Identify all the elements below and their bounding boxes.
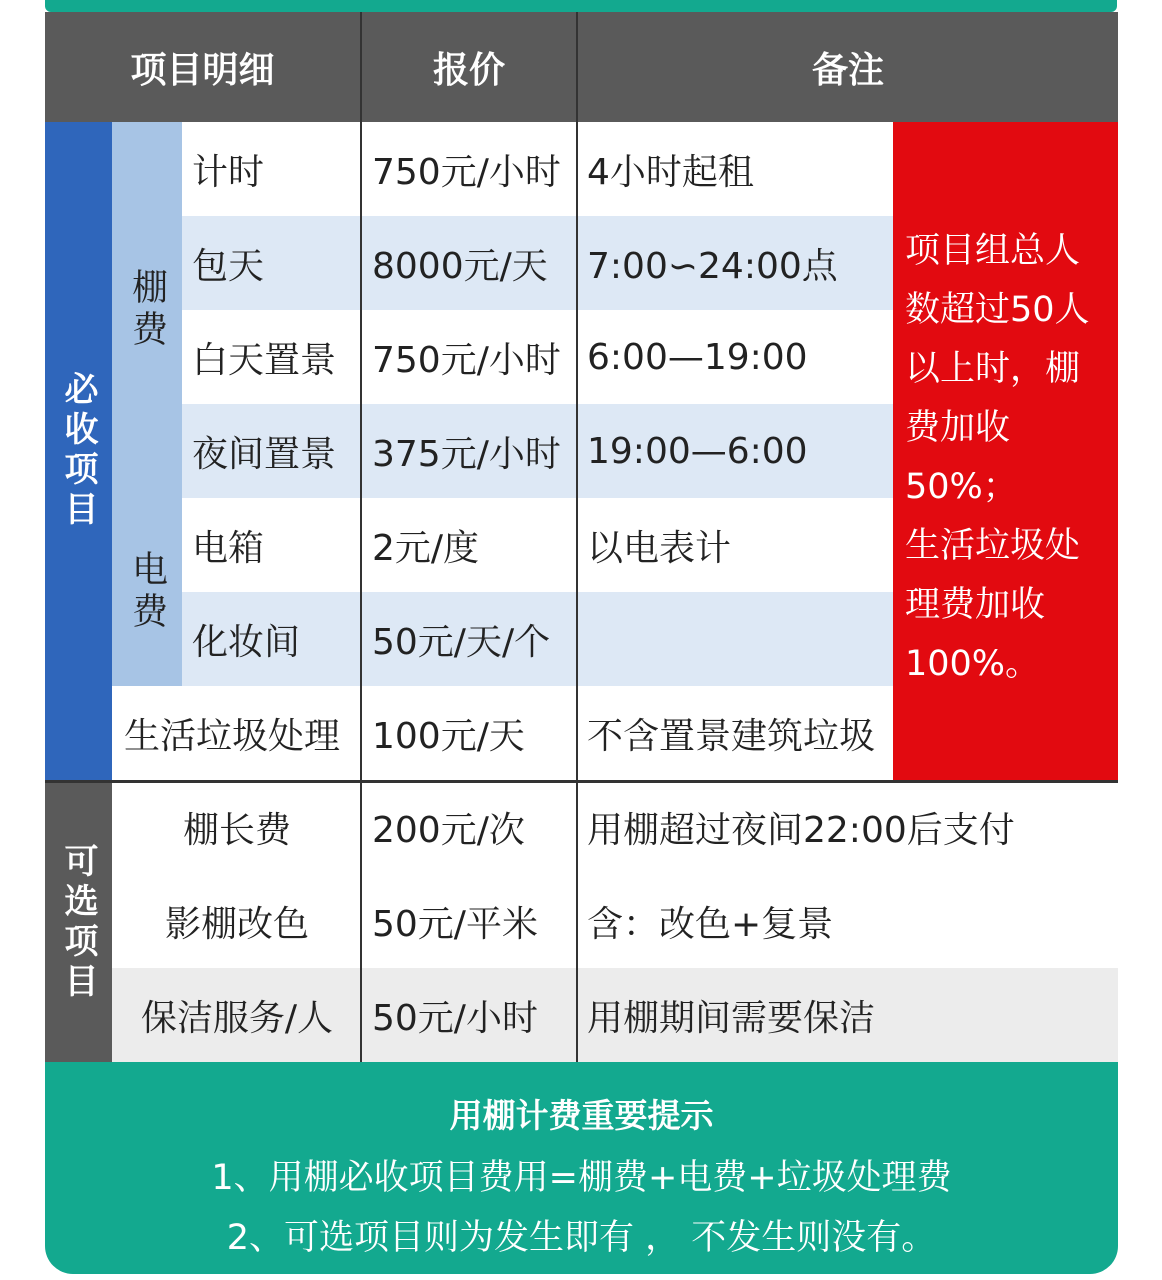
- item-cell: 生活垃圾处理: [124, 715, 341, 757]
- price-table: [45, 12, 1118, 1062]
- top-accent-bar: [45, 0, 1117, 12]
- note-cell: 用棚超过夜间22:00后支付: [587, 809, 1015, 851]
- header-note: 备注: [578, 12, 1118, 122]
- required-section-label: 必收项目: [45, 122, 112, 780]
- header-item: 项目明细: [45, 12, 360, 122]
- note-cell: 6:00—19:00: [587, 336, 808, 378]
- item-cell: 白天置景: [192, 339, 337, 381]
- price-cell: 750元/小时: [372, 339, 561, 381]
- surcharge-note: [893, 122, 1118, 780]
- price-cell: 50元/天/个: [372, 621, 551, 663]
- item-cell: 夜间置景: [192, 433, 337, 475]
- group-power-fee: 电费: [112, 498, 182, 686]
- item-cell: 化妆间: [192, 621, 301, 663]
- column-divider: [576, 12, 578, 1062]
- tips-title: 用棚计费重要提示: [449, 1096, 714, 1135]
- price-cell: 8000元/天: [372, 245, 548, 287]
- price-cell: 50元/平米: [372, 903, 538, 945]
- surcharge-note-text: 项目组总人 数超过50人 以上时，棚 费加收 50%； 生活垃圾处 理费加收 100%。: [905, 231, 1090, 684]
- note-cell: 用棚期间需要保洁: [587, 997, 876, 1039]
- note-cell: 19:00—6:00: [587, 430, 808, 472]
- price-cell: 50元/小时: [372, 997, 538, 1039]
- item-cell: 保洁服务/人: [140, 997, 334, 1039]
- header-price: 报价: [362, 12, 576, 122]
- item-cell: 电箱: [192, 527, 265, 569]
- tip-line-1: 1、用棚必收项目费用=棚费+电费+垃圾处理费: [211, 1158, 952, 1198]
- note-cell: 不含置景建筑垃圾: [587, 715, 876, 757]
- tip-line-2: 2、可选项目则为发生即有 ， 不发生则没有。: [226, 1218, 937, 1258]
- item-cell: 包天: [192, 245, 265, 287]
- column-divider: [360, 12, 362, 1062]
- item-cell: 影棚改色: [164, 903, 309, 945]
- price-cell: 750元/小时: [372, 151, 561, 193]
- item-cell: 棚长费: [182, 809, 291, 851]
- billing-tips: [45, 1062, 1118, 1274]
- note-cell: 以电表计: [587, 527, 732, 569]
- note-cell: 7:00∽24:00点: [587, 245, 838, 287]
- price-cell: 2元/度: [372, 527, 480, 569]
- item-cell: 计时: [192, 151, 265, 193]
- note-cell: 含：改色+复景: [587, 903, 834, 945]
- price-cell: 200元/次: [372, 809, 525, 851]
- note-cell: 4小时起租: [587, 151, 754, 193]
- optional-section-label: 可选项目: [45, 783, 112, 1062]
- price-cell: 375元/小时: [372, 433, 561, 475]
- price-cell: 100元/天: [372, 715, 525, 757]
- group-venue-fee: 棚费: [112, 122, 182, 498]
